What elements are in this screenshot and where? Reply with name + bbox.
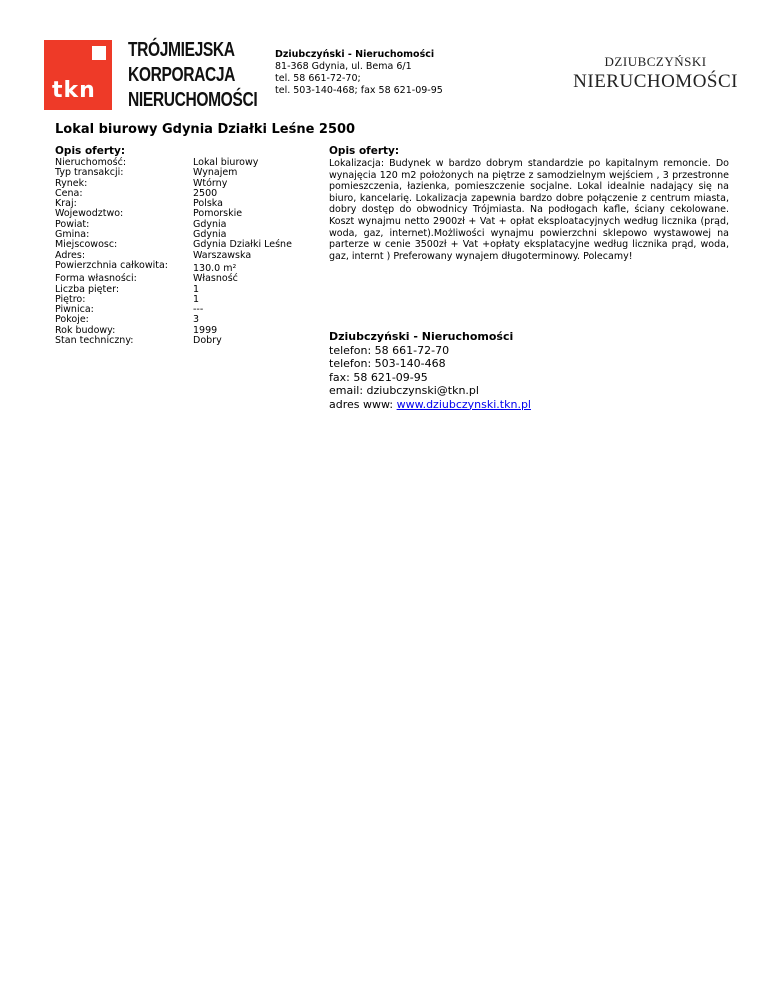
detail-row (55, 189, 315, 199)
detail-row (55, 305, 315, 315)
header-phone-1: tel. 58 661-72-70; (275, 73, 361, 84)
detail-label: Liczba pięter: (55, 283, 120, 295)
brand-line-1: DZIUBCZYŃSKI (604, 54, 707, 69)
logo-wordmark (128, 38, 257, 113)
logo-mark: tkn (52, 78, 96, 103)
detail-label: Nieruchomość: (55, 157, 127, 168)
logo-line-3: NIERUCHOMOŚCI (128, 89, 258, 111)
detail-label: Forma własności: (55, 273, 137, 285)
detail-label: Pokoje: (55, 314, 89, 326)
details-heading: Opis oferty: (55, 145, 126, 157)
detail-label: Powiat: (55, 218, 90, 230)
detail-label: Cena: (55, 187, 83, 199)
detail-value: 1 (193, 293, 200, 305)
description-heading: Opis oferty: (329, 145, 400, 157)
contact-www-label: adres www: (329, 397, 397, 411)
detail-label: Gmina: (55, 229, 90, 241)
header-address: 81-368 Gdynia, ul. Bema 6/1 (275, 61, 412, 72)
detail-value: 2500 (193, 187, 218, 199)
page-title: Lokal biurowy Gdynia Działki Leśne 2500 (55, 122, 356, 137)
detail-value: 3 (193, 314, 200, 326)
detail-row (55, 179, 315, 189)
detail-value: Wtórny (193, 177, 228, 189)
detail-value: 1999 (193, 324, 218, 336)
detail-label: Wojewodztwo: (55, 208, 124, 220)
contact-fax: fax: 58 621-09-95 (329, 370, 428, 384)
contact-company-name: Dziubczyński - Nieruchomości (329, 330, 514, 343)
logo-red-box (44, 40, 112, 110)
detail-row (55, 285, 315, 295)
detail-value: --- (193, 304, 204, 316)
detail-label: Stan techniczny: (55, 335, 134, 347)
detail-row (55, 220, 315, 230)
detail-value: Pomorskie (193, 208, 243, 220)
website-link[interactable]: www.dziubczynski.tkn.pl (396, 397, 531, 411)
detail-label: Powierzchnia całkowita: (55, 259, 168, 271)
detail-value: Polska (193, 198, 223, 210)
detail-value: Własność (193, 273, 238, 285)
detail-label: Kraj: (55, 198, 77, 210)
detail-label: Rynek: (55, 177, 88, 189)
detail-value: Gdynia (193, 229, 227, 241)
detail-row (55, 295, 315, 305)
logo-line-2: KORPORACJA (128, 64, 236, 86)
detail-label: Piętro: (55, 293, 86, 305)
detail-value: Dobry (193, 335, 222, 347)
logo-line-1: TRÓJMIEJSKA (128, 39, 235, 61)
detail-label: Miejscowosc: (55, 239, 118, 251)
detail-value: Wynajem (193, 167, 238, 179)
header-company-name: Dziubczyński - Nieruchomości (275, 49, 435, 60)
detail-value: Gdynia (193, 218, 227, 230)
header-phone-2: tel. 503-140-468; fax 58 621-09-95 (275, 85, 443, 96)
contact-www (329, 398, 531, 412)
header-contact (275, 49, 443, 97)
contact-email: email: dziubczynski@tkn.pl (329, 384, 479, 397)
contact-phone-2: telefon: 503-140-468 (329, 357, 446, 370)
detail-value: Lokal biurowy (193, 157, 259, 168)
details-list (55, 158, 315, 346)
detail-value: Warszawska (193, 249, 252, 261)
detail-value: 1 (193, 283, 200, 295)
tkn-logo (44, 39, 258, 112)
detail-row (55, 209, 315, 219)
detail-value: Gdynia Działki Leśne (193, 239, 292, 251)
detail-label: Rok budowy: (55, 324, 116, 336)
detail-row (55, 336, 315, 346)
contact-block (329, 330, 531, 411)
detail-row (55, 168, 315, 178)
detail-row (55, 261, 315, 274)
description-text: Lokalizacja: Budynek w bardzo dobrym standardzie po kapitalnym remoncie. Do wynajęcia 120 m2 położonych na piętrze z samodzielnym wejściem , 3 przestronne pomieszczenia, łazienka, pomieszczenie socjalne. Lokal idealnie nadający się na biuro, kancelarię. Lokalizacja zapewnia bardzo dobre połączenie z centrum miasta, dobry dostęp do obwodnicy Trójmiasta. Na podłogach kafle, ściany cekolowane. Koszt wynajmu netto 2900zł + Vat + opłat eksploatacyjnych według licznika (prąd, woda, gaz, internet).Możliwości wynajmu powierzchni sklepowo wystawowej na parterze w cenie 3500zł + Vat +opłaty eksplatacyjne według licznika prąd, woda, gaz, internt ) Preferowany wynajem długoterminowy. Polecamy! (329, 158, 729, 262)
contact-phone-1: telefon: 58 661-72-70 (329, 343, 450, 357)
brand-logo (573, 54, 738, 93)
detail-label: Piwnica: (55, 304, 94, 316)
detail-label: Adres: (55, 249, 86, 261)
detail-row (55, 240, 315, 250)
brand-line-2: NIERUCHOMOŚCI (573, 71, 738, 92)
detail-label: Typ transakcji: (55, 167, 124, 179)
logo-white-square (92, 46, 106, 60)
details-section (55, 145, 315, 346)
detail-value: 130.0 m² (193, 262, 237, 274)
description-section (329, 145, 729, 262)
